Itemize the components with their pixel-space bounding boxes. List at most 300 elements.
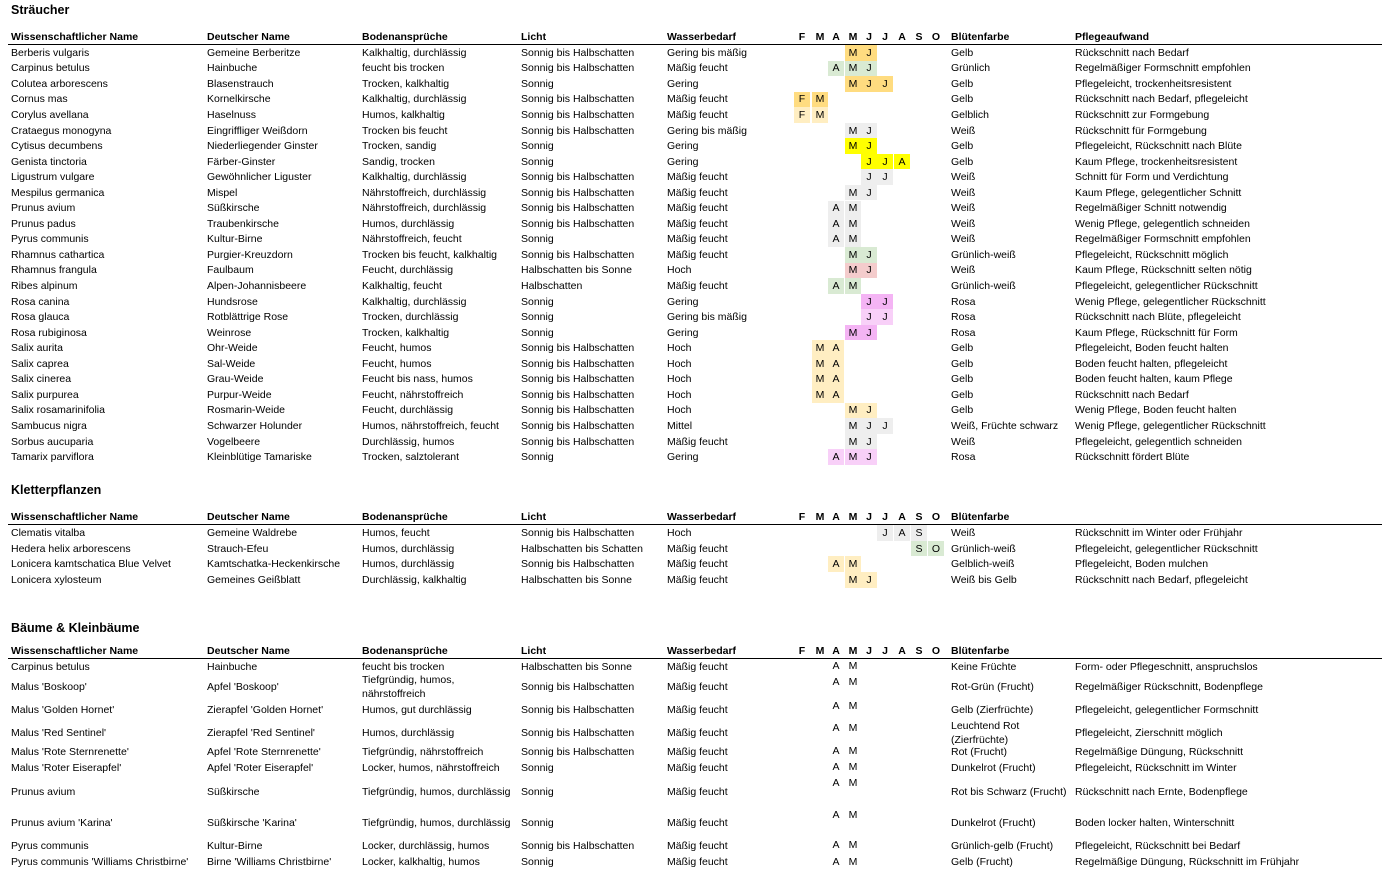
cell-care: Rückschnitt nach Bedarf, pflegeleicht (1075, 573, 1248, 586)
cell-care: Regelmäßige Düngung, Rückschnitt (1075, 746, 1244, 758)
bloom-month-cell: A (828, 61, 844, 77)
bloom-month-cell: M (845, 403, 861, 419)
month-header: M (848, 31, 858, 43)
cell-soil: Kalkhaltig, durchlässig (362, 171, 467, 184)
column-header: Licht (521, 645, 547, 657)
month-header: A (832, 511, 840, 523)
cell-sci: Pyrus communis (11, 840, 89, 852)
cell-light: Sonnig (521, 233, 554, 246)
column-header: Wissenschaftlicher Name (11, 645, 139, 657)
bloom-month-cell: M (845, 45, 861, 61)
table-row (8, 572, 1382, 588)
cell-sci: Prunus padus (11, 217, 76, 230)
cell-soil: Trocken, kalkhaltig (362, 77, 450, 90)
cell-water: Gering (667, 77, 699, 90)
cell-de: Gemeine Waldrebe (207, 526, 298, 539)
cell-bloom-color: Weiß (951, 171, 976, 184)
cell-sci: Salix aurita (11, 342, 63, 355)
cell-de: Purgier-Kreuzdorn (207, 248, 293, 261)
cell-water: Mäßig feucht (667, 93, 728, 106)
cell-sci: Rhamnus frangula (11, 264, 97, 277)
cell-de: Hainbuche (207, 660, 258, 673)
month-header: M (815, 511, 825, 523)
cell-light: Sonnig bis Halbschatten (521, 703, 635, 716)
cell-water: Mäßig feucht (667, 785, 728, 798)
cell-sci: Crataegus monogyna (11, 124, 112, 137)
section-title: Sträucher (11, 3, 70, 17)
bloom-month-cell: A (828, 201, 844, 217)
table-header (8, 30, 1382, 45)
bloom-month-cell: J (877, 154, 893, 170)
month-header: J (866, 31, 872, 43)
bloom-month-cell: J (861, 263, 877, 279)
cell-sci: Lonicera xylosteum (11, 573, 102, 586)
bloom-month-cell: O (928, 541, 944, 557)
cell-bloom-color: Weiß (951, 264, 976, 277)
cell-bloom-color: Gelb (951, 77, 974, 90)
table-row (8, 525, 1382, 541)
cell-soil: Humos, feucht (362, 526, 430, 539)
column-header: Bodenansprüche (362, 31, 448, 43)
cell-care: Pflegeleicht, Rückschnitt bei Bedarf (1075, 840, 1241, 852)
bloom-month-cell: M (845, 201, 861, 217)
cell-care: Pflegeleicht, Zierschnitt möglich (1075, 726, 1223, 739)
cell-care: Rückschnitt für Formgebung (1075, 124, 1207, 137)
table-row (8, 760, 1382, 776)
table-row (8, 721, 1382, 744)
table-row (8, 45, 1382, 61)
table-row (8, 340, 1382, 356)
cell-water: Hoch (667, 388, 692, 401)
cell-sci: Prunus avium (11, 202, 76, 215)
cell-water: Mäßig feucht (667, 171, 728, 184)
table-row (8, 744, 1382, 760)
cell-de: Strauch-Efeu (207, 542, 269, 555)
cell-light: Sonnig bis Halbschatten (521, 526, 635, 539)
bloom-month-cell: M (845, 185, 861, 201)
cell-water: Mäßig feucht (667, 542, 728, 555)
column-header: Pflegeaufwand (1075, 31, 1150, 43)
bloom-month-cell: M (845, 263, 861, 279)
cell-bloom-color: Gelb (951, 342, 974, 355)
cell-water: Hoch (667, 526, 692, 539)
month-header: S (915, 31, 923, 43)
bloom-month-cell: F (794, 92, 810, 108)
cell-soil: Feucht, durchlässig (362, 264, 454, 277)
bloom-month-cell: M (845, 449, 861, 465)
cell-water: Hoch (667, 342, 692, 355)
bloom-month-cell: A (828, 449, 844, 465)
month-header: J (882, 645, 888, 657)
cell-soil: Locker, kalkhaltig, humos (362, 856, 480, 869)
table-header (8, 644, 1382, 659)
cell-sci: Rosa rubiginosa (11, 326, 87, 339)
cell-sci: Prunus avium (11, 785, 76, 798)
cell-sci: Sambucus nigra (11, 419, 87, 432)
bloom-month-cell: M (812, 107, 828, 123)
table-row (8, 699, 1382, 722)
cell-care: Pflegeleicht, Boden feucht halten (1075, 342, 1229, 355)
column-header: Blütenfarbe (951, 645, 1010, 657)
cell-sci: Malus 'Boskoop' (11, 680, 87, 693)
cell-light: Sonnig (521, 451, 554, 464)
cell-de: Zierapfel 'Golden Hornet' (207, 703, 324, 716)
table-row (8, 808, 1382, 838)
bloom-month-cell: J (861, 325, 877, 341)
month-header: J (882, 511, 888, 523)
cell-water: Gering bis mäßig (667, 124, 747, 137)
cell-water: Mäßig feucht (667, 573, 728, 586)
cell-sci: Carpinus betulus (11, 62, 90, 75)
bloom-month-cell: J (861, 138, 877, 154)
cell-care: Kaum Pflege, Rückschnitt selten nötig (1075, 264, 1252, 277)
cell-water: Mäßig feucht (667, 703, 728, 716)
table-row (8, 169, 1382, 185)
table-row (8, 325, 1382, 341)
table-row (8, 247, 1382, 263)
month-header: M (815, 31, 825, 43)
cell-care: Wenig Pflege, Boden feucht halten (1075, 404, 1237, 417)
cell-care: Rückschnitt zur Formgebung (1075, 108, 1210, 121)
table-row (8, 356, 1382, 372)
cell-water: Mäßig feucht (667, 62, 728, 75)
cell-bloom-color: Gelb (951, 46, 974, 59)
cell-soil: Humos, durchlässig (362, 558, 455, 571)
cell-soil: Kalkhaltig, durchlässig (362, 46, 467, 59)
cell-sci: Pyrus communis (11, 233, 89, 246)
column-header: Wasserbedarf (667, 511, 737, 523)
cell-water: Gering (667, 155, 699, 168)
cell-light: Sonnig bis Halbschatten (521, 419, 635, 432)
section-title: Kletterpflanzen (11, 483, 102, 497)
bloom-month-cell: J (861, 169, 877, 185)
cell-bloom-color: Weiß (951, 435, 976, 448)
bloom-month-cell: M (845, 325, 861, 341)
cell-de: Apfel 'Roter Eiserapfel' (207, 761, 314, 774)
cell-water: Mäßig feucht (667, 217, 728, 230)
cell-sci: Mespilus germanica (11, 186, 105, 199)
cell-light: Sonnig (521, 816, 554, 829)
month-header: S (915, 511, 923, 523)
cell-bloom-color: Weiß (951, 233, 976, 246)
cell-light: Sonnig bis Halbschatten (521, 108, 635, 121)
table-row (8, 776, 1382, 808)
cell-care: Form- oder Pflegeschnitt, anspruchslos (1075, 660, 1258, 673)
cell-water: Gering (667, 451, 699, 464)
bloom-month-cell: J (861, 123, 877, 139)
cell-bloom-color: Gelb (951, 404, 974, 417)
bloom-month-cell: A (828, 232, 844, 248)
month-header: A (898, 645, 906, 657)
table-row (8, 123, 1382, 139)
cell-care: Rückschnitt nach Bedarf, pflegeleicht (1075, 93, 1248, 106)
cell-bloom-color: Weiß (951, 186, 976, 199)
table-row (8, 154, 1382, 170)
cell-de: Zierapfel 'Red Sentinel' (207, 726, 315, 739)
cell-de: Sal-Weide (207, 357, 256, 370)
cell-de: Kamtschatka-Heckenkirsche (207, 558, 341, 571)
bloom-month-cell: J (861, 247, 877, 263)
cell-bloom-color: Gelblich-weiß (951, 558, 1015, 571)
cell-care: Regelmäßiger Formschnitt empfohlen (1075, 62, 1251, 75)
cell-care: Pflegeleicht, gelegentlicher Rückschnitt (1075, 280, 1258, 293)
cell-soil: Trocken, kalkhaltig (362, 326, 450, 339)
cell-light: Sonnig bis Halbschatten (521, 746, 635, 758)
month-header: A (832, 645, 840, 657)
table-row (8, 138, 1382, 154)
cell-light: Sonnig (521, 295, 554, 308)
table-row (8, 185, 1382, 201)
cell-de: Grau-Weide (207, 373, 264, 386)
bloom-month-cell: M (845, 434, 861, 450)
cell-care: Wenig Pflege, gelegentlicher Rückschnitt (1075, 419, 1266, 432)
cell-bloom-color: Rosa (951, 326, 976, 339)
column-header: Bodenansprüche (362, 511, 448, 523)
cell-bloom-color: Dunkelrot (Frucht) (951, 816, 1036, 829)
column-header: Blütenfarbe (951, 31, 1010, 43)
month-header: F (798, 645, 806, 657)
cell-soil: Sandig, trocken (362, 155, 435, 168)
cell-de: Alpen-Johannisbeere (207, 280, 307, 293)
cell-bloom-color: Rosa (951, 451, 976, 464)
column-header: Deutscher Name (207, 645, 290, 657)
cell-de: Hainbuche (207, 62, 258, 75)
cell-bloom-color: Dunkelrot (Frucht) (951, 761, 1036, 774)
bloom-month-cell: M (812, 356, 828, 372)
cell-soil: Nährstoffreich, feucht (362, 233, 462, 246)
bloom-month-cell: M (845, 138, 861, 154)
cell-bloom-color: Gelb (951, 388, 974, 401)
table-row (8, 76, 1382, 92)
cell-sci: Genista tinctoria (11, 155, 87, 168)
cell-care: Schnitt für Form und Verdichtung (1075, 171, 1229, 184)
cell-bloom-color: Grünlich-weiß (951, 542, 1016, 555)
cell-soil: Durchlässig, kalkhaltig (362, 573, 467, 586)
cell-light: Sonnig bis Halbschatten (521, 342, 635, 355)
month-header: M (848, 511, 858, 523)
bloom-month-cell: F (794, 107, 810, 123)
cell-care: Pflegeleicht, Rückschnitt im Winter (1075, 761, 1237, 774)
cell-soil: Feucht, humos (362, 357, 432, 370)
cell-de: Traubenkirsche (207, 217, 279, 230)
cell-light: Sonnig bis Halbschatten (521, 171, 635, 184)
bloom-month-cell: J (877, 309, 893, 325)
cell-water: Mäßig feucht (667, 840, 728, 852)
cell-soil: Feucht, nährstoffreich (362, 388, 464, 401)
cell-soil: Tiefgründig, humos, nährstoffreich (362, 673, 455, 700)
bloom-month-cell: A (828, 340, 844, 356)
cell-bloom-color: Rosa (951, 295, 976, 308)
cell-de: Kornelkirsche (207, 93, 271, 106)
cell-de: Gewöhnlicher Liguster (207, 171, 312, 184)
bloom-month-cell: M (845, 76, 861, 92)
month-header: F (798, 31, 806, 43)
bloom-month-cell: A (832, 675, 840, 688)
cell-bloom-color: Keine Früchte (951, 660, 1017, 673)
bloom-month-cell: A (828, 278, 844, 294)
cell-water: Mittel (667, 419, 693, 432)
cell-soil: Tiefgründig, humos, durchlässig (362, 785, 511, 798)
cell-care: Regelmäßiger Schnitt notwendig (1075, 202, 1227, 215)
bloom-month-cell: A (894, 525, 910, 541)
cell-water: Gering bis mäßig (667, 311, 747, 324)
cell-light: Sonnig (521, 326, 554, 339)
cell-sci: Sorbus aucuparia (11, 435, 94, 448)
cell-sci: Pyrus communis 'Williams Christbirne' (11, 856, 189, 869)
cell-care: Boden locker halten, Winterschnitt (1075, 816, 1235, 829)
cell-care: Pflegeleicht, Boden mulchen (1075, 558, 1209, 571)
cell-de: Niederliegender Ginster (207, 140, 318, 153)
bloom-month-cell: M (848, 808, 858, 821)
month-header: J (866, 645, 872, 657)
bloom-month-cell: A (832, 699, 840, 712)
cell-care: Rückschnitt nach Blüte, pflegeleicht (1075, 311, 1241, 324)
month-header: F (798, 511, 806, 523)
cell-light: Sonnig bis Halbschatten (521, 435, 635, 448)
cell-bloom-color: Grünlich-gelb (Frucht) (951, 840, 1054, 852)
cell-care: Kaum Pflege, gelegentlicher Schnitt (1075, 186, 1242, 199)
cell-bloom-color: Weiß (951, 217, 976, 230)
cell-light: Halbschatten bis Sonne (521, 660, 632, 673)
cell-de: Hundsrose (207, 295, 258, 308)
table-row (8, 403, 1382, 419)
cell-de: Eingriffliger Weißdorn (207, 124, 308, 137)
cell-bloom-color: Gelb (951, 155, 974, 168)
bloom-month-cell: A (832, 838, 840, 851)
table-row (8, 387, 1382, 403)
bloom-month-cell: M (845, 572, 861, 588)
cell-water: Mäßig feucht (667, 856, 728, 869)
cell-sci: Malus 'Red Sentinel' (11, 726, 107, 739)
cell-soil: Humos, durchlässig (362, 542, 455, 555)
cell-care: Pflegeleicht, gelegentlicher Rückschnitt (1075, 542, 1258, 555)
cell-de: Purpur-Weide (207, 388, 272, 401)
cell-light: Sonnig (521, 155, 554, 168)
cell-bloom-color: Rot-Grün (Frucht) (951, 680, 1034, 693)
bloom-month-cell: J (861, 434, 877, 450)
cell-light: Halbschatten bis Sonne (521, 573, 632, 586)
bloom-month-cell: M (848, 699, 858, 712)
bloom-month-cell: A (832, 660, 840, 672)
cell-sci: Rosa glauca (11, 311, 70, 324)
cell-de: Birne 'Williams Christbirne' (207, 856, 332, 869)
cell-water: Mäßig feucht (667, 746, 728, 758)
bloom-month-cell: J (861, 45, 877, 61)
cell-light: Sonnig bis Halbschatten (521, 357, 635, 370)
cell-soil: feucht bis trocken (362, 62, 445, 75)
bloom-month-cell: A (832, 722, 840, 734)
month-header: J (866, 511, 872, 523)
cell-water: Hoch (667, 264, 692, 277)
cell-de: Faulbaum (207, 264, 254, 277)
cell-light: Halbschatten bis Schatten (521, 542, 643, 555)
table-row (8, 675, 1382, 699)
table-row (8, 556, 1382, 572)
cell-sci: Carpinus betulus (11, 660, 90, 673)
cell-soil: Tiefgründig, humos, durchlässig (362, 816, 511, 829)
cell-soil: Kalkhaltig, feucht (362, 280, 442, 293)
cell-light: Sonnig (521, 785, 554, 798)
cell-soil: Humos, kalkhaltig (362, 108, 445, 121)
cell-bloom-color: Weiß, Früchte schwarz (951, 419, 1059, 432)
cell-soil: Humos, durchlässig (362, 726, 455, 739)
bloom-month-cell: J (861, 572, 877, 588)
cell-water: Mäßig feucht (667, 558, 728, 571)
cell-care: Wenig Pflege, gelegentlicher Rückschnitt (1075, 295, 1266, 308)
cell-sci: Malus 'Roter Eiserapfel' (11, 761, 122, 774)
table-row (8, 659, 1382, 675)
cell-bloom-color: Rosa (951, 311, 976, 324)
cell-care: Rückschnitt fördert Blüte (1075, 451, 1190, 464)
bloom-month-cell: A (832, 855, 840, 868)
cell-sci: Clematis vitalba (11, 526, 86, 539)
cell-light: Sonnig (521, 140, 554, 153)
cell-water: Gering (667, 140, 699, 153)
cell-light: Sonnig (521, 77, 554, 90)
cell-water: Mäßig feucht (667, 202, 728, 215)
table-row (8, 107, 1382, 123)
cell-soil: Trocken bis feucht, kalkhaltig (362, 248, 498, 261)
cell-light: Sonnig (521, 856, 554, 869)
cell-care: Wenig Pflege, gelegentlich schneiden (1075, 217, 1250, 230)
month-header: O (931, 31, 941, 43)
cell-light: Sonnig bis Halbschatten (521, 404, 635, 417)
column-header: Wissenschaftlicher Name (11, 511, 139, 523)
cell-care: Boden feucht halten, pflegeleicht (1075, 357, 1228, 370)
bloom-month-cell: J (877, 525, 893, 541)
table-row (8, 232, 1382, 248)
bloom-month-cell: M (845, 123, 861, 139)
table-row (8, 372, 1382, 388)
cell-sci: Ribes alpinum (11, 280, 78, 293)
cell-light: Sonnig bis Halbschatten (521, 93, 635, 106)
month-header: S (915, 645, 923, 657)
column-header: Wasserbedarf (667, 31, 737, 43)
cell-sci: Salix rosamarinifolia (11, 404, 105, 417)
cell-care: Rückschnitt nach Bedarf (1075, 46, 1189, 59)
cell-bloom-color: Gelb (Zierfrüchte) (951, 703, 1034, 716)
cell-bloom-color: Weiß (951, 124, 976, 137)
cell-light: Sonnig bis Halbschatten (521, 248, 635, 261)
bloom-month-cell: J (877, 76, 893, 92)
bloom-month-cell: M (845, 232, 861, 248)
cell-soil: feucht bis trocken (362, 660, 445, 673)
cell-soil: Feucht, humos (362, 342, 432, 355)
cell-sci: Hedera helix arborescens (11, 542, 131, 555)
column-header: Blütenfarbe (951, 511, 1010, 523)
table-row (8, 541, 1382, 557)
column-header: Wissenschaftlicher Name (11, 31, 139, 43)
cell-water: Mäßig feucht (667, 435, 728, 448)
table-row (8, 838, 1382, 855)
table-row (8, 418, 1382, 434)
cell-de: Blasenstrauch (207, 77, 274, 90)
cell-water: Mäßig feucht (667, 680, 728, 693)
cell-care: Pflegeleicht, trockenheitsresistent (1075, 77, 1232, 90)
cell-sci: Berberis vulgaris (11, 46, 90, 59)
cell-soil: Feucht bis nass, humos (362, 373, 473, 386)
cell-de: Weinrose (207, 326, 252, 339)
cell-soil: Locker, durchlässig, humos (362, 840, 490, 852)
cell-bloom-color: Gelb (951, 93, 974, 106)
cell-care: Rückschnitt nach Ernte, Bodenpflege (1075, 785, 1248, 798)
cell-light: Sonnig bis Halbschatten (521, 388, 635, 401)
cell-soil: Kalkhaltig, durchlässig (362, 295, 467, 308)
cell-soil: Nährstoffreich, durchlässig (362, 202, 487, 215)
cell-sci: Cytisus decumbens (11, 140, 103, 153)
cell-de: Rotblättrige Rose (207, 311, 289, 324)
column-header: Licht (521, 511, 547, 523)
